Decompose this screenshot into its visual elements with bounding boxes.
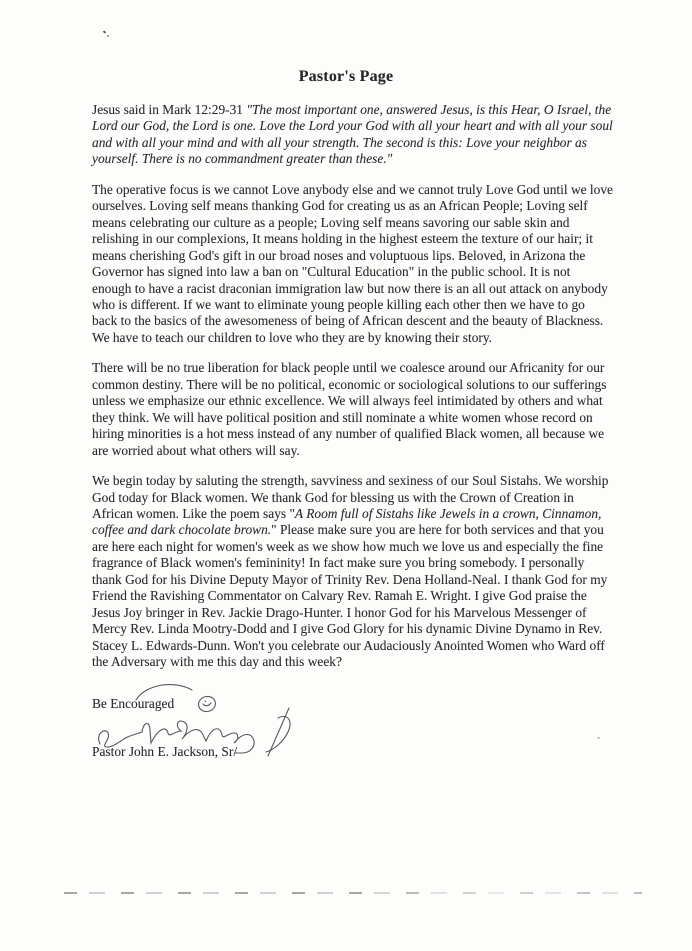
signature-name: Pastor John E. Jackson, Sr/ (92, 744, 238, 759)
paragraph-loving-self: The operative focus is we cannot Love anybody else and we cannot truly Love God until we love ourselves. Loving self means thanking God for creating us as an African People; Loving self means celebrating our culture as a people; Loving self means savoring our sable skin and relishing in our complexions, It means holding in the highest esteem the texture of our hair; it means cherishing God's gift in our broad noses and voluptuous lips. Beloved, in Arizona the Governor has signed into law a ban on "Cultural Education" in the public school. It is not enough to have a racist draconian immigration law but now there is an all out attack on anybody who is different. If we want to eliminate young people killing each other then we have to go back to the basics of the awesomeness of being of African descent and the beauty of Blackness. We have to teach our children to love who they are by knowing their story. (92, 181, 613, 345)
paragraph-scripture-quote: Jesus said in Mark 12:29-31 "The most important one, answered Jesus, is this Hear, O Israel, the Lord our God, the Lord is one. Love the Lord your God with all your heart and with all your soul and with all your mind and with all your strength. The second is this: Love your neighbor as yourself. There is no commandment greater than these." (92, 102, 613, 167)
closing-text: Be Encouraged (92, 696, 175, 711)
closing-block (92, 694, 432, 784)
scan-artifact-line (64, 892, 642, 894)
page-title: Pastor's Page (298, 68, 394, 85)
paragraph-liberation: There will be no true liberation for black people until we coalesce around our Africanity for our common destiny. There will be no political, economic or sociological solutions to our sufferings unless we emphasize our ethnic excellence. We will always feel intimidated by others and what they think. We will have political position and still nominate a white women whose record on hiring minorities is a hot mess instead of any number of qualified Black women, all because we are worried about what others will say. (92, 360, 607, 458)
document-body (92, 102, 613, 685)
scan-speck (107, 35, 109, 37)
paragraph-soul-sistahs: We begin today by saluting the strength, savviness and sexiness of our Soul Sistahs. We worship God today for Black women. We thank God for blessing us with the Crown of Creation in African women. Like the poem says "A Room full of Sistahs like Jewels in a crown, Cinnamon, coffee and dark chocolate brown." Please make sure you are here for both services and that you are here each night for women's week as we show how much we love us and especially the fine fragrance of Black women's femininity! In fact make sure you bring somebody. I personally thank God for his Divine Deputy Mayor of Trinity Rev. Dena Holland-Neal. I thank God for my Friend the Ravishing Commentator on Calvary Rev. Ramah E. Wright. I give God praise the Jesus Joy bringer in Rev. Jackie Drago-Hunter. I honor God for his Marvelous Messenger of Mercy Rev. Linda Mootry-Dodd and I give God Glory for his dynamic Divine Dynamo in Rev. Stacey L. Edwards-Dunn. Won't you celebrate our Audaciously Anointed Women who Ward off the Adversary with me this day and this week? (92, 473, 609, 670)
scan-speck (597, 737, 600, 739)
scan-speck (103, 30, 107, 33)
